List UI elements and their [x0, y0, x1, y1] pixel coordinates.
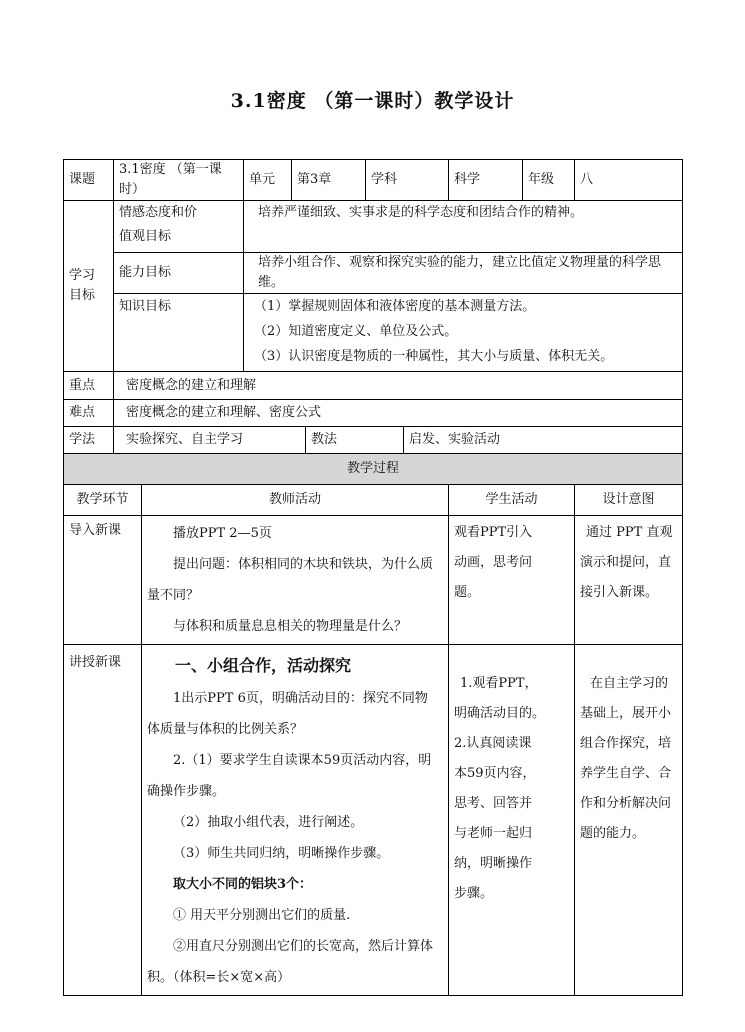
- lecture-teacher-line: 确操作步骤。: [147, 784, 226, 799]
- intro-teacher-line: 量不同？: [147, 588, 200, 603]
- lecture-student-line: 1.观看PPT，: [460, 676, 538, 691]
- lecture-row: [64, 645, 683, 996]
- intro-student-line: 观看PPT引入: [454, 525, 533, 540]
- lecture-student-line: 与老师一起归: [454, 826, 533, 841]
- knowledge-item: （1）掌握规则固体和液体密度的基本测量方法。: [254, 299, 536, 314]
- learn-method-label: 学法: [64, 427, 114, 454]
- goals-label-line2: 目标: [69, 288, 96, 303]
- course-value: 3.1密度 （第一课时）: [114, 160, 244, 201]
- intro-teacher-line: 提出问题：体积相同的木块和铁块，为什么质: [173, 557, 434, 572]
- intro-teacher-line: 播放PPT 2—5页: [173, 526, 272, 541]
- emotion-goal-label: [114, 201, 244, 253]
- subject-label: 学科: [366, 160, 449, 201]
- learn-method-text: 实验探究、自主学习: [114, 427, 306, 454]
- lecture-intent-line: 养学生自学、合: [580, 766, 672, 781]
- goals-label: [64, 201, 114, 372]
- intro-row: [64, 516, 683, 645]
- ability-goal-text: 培养小组合作、观察和探究实验的能力，建立比值定义物理量的科学思维。: [244, 253, 683, 294]
- intro-teacher-activity: [142, 516, 449, 645]
- lecture-intent-line: 在自主学习的: [590, 676, 669, 691]
- knowledge-goal-list: [244, 294, 683, 372]
- lecture-teacher-activity: [142, 645, 449, 996]
- lecture-student-line: 思考、回答并: [454, 796, 533, 811]
- intro-student-line: 题。: [454, 585, 481, 600]
- intro-teacher-line: 与体积和质量息息相关的物理量是什么？: [173, 619, 408, 634]
- col-intent-header: 设计意图: [575, 485, 683, 516]
- lesson-plan-table: [63, 159, 683, 996]
- lecture-teacher-line: 积。（体积=长×宽×高）: [147, 970, 291, 985]
- lecture-teacher-line: ②用直尺分别测出它们的长宽高，然后计算体: [173, 939, 434, 954]
- intro-stage: 导入新课: [64, 516, 142, 645]
- lecture-intent-line: 组合作探究，培: [580, 736, 672, 751]
- goal-row-emotion: [64, 201, 683, 253]
- lecture-teacher-line: ① 用天平分别测出它们的质量.: [173, 908, 351, 923]
- intro-intent: [575, 516, 683, 645]
- lecture-intent-line: 题的能力。: [580, 826, 646, 841]
- intro-intent-line: 演示和提问，直: [580, 555, 672, 570]
- process-section-row: [64, 454, 683, 485]
- lecture-teacher-line: （3）师生共同归纳，明晰操作步骤。: [173, 846, 390, 861]
- goal-row-ability: [64, 253, 683, 294]
- teach-method-label: 教法: [306, 427, 404, 454]
- unit-value: 第3章: [292, 160, 366, 201]
- lecture-student-line: 步骤。: [454, 886, 494, 901]
- header-row: [64, 160, 683, 201]
- col-teacher-header: 教师活动: [142, 485, 449, 516]
- lecture-intent-line: 作和分析解决问: [580, 796, 672, 811]
- emotion-label-line2: 值观目标: [119, 229, 172, 244]
- col-student-header: 学生活动: [449, 485, 575, 516]
- key-point-label: 重点: [64, 372, 114, 400]
- lecture-intent: [575, 645, 683, 996]
- lecture-teacher-line: 2.（1）要求学生自读课本59页活动内容，明: [173, 753, 432, 768]
- intro-student-activity: [449, 516, 575, 645]
- subject-value: 科学: [449, 160, 523, 201]
- lecture-stage: 讲授新课: [64, 645, 142, 996]
- unit-label: 单元: [244, 160, 292, 201]
- lecture-student-line: 明确活动目的。: [454, 706, 546, 721]
- grade-label: 年级: [523, 160, 575, 201]
- lecture-teacher-line: 体质量与体积的比例关系？: [147, 722, 304, 737]
- key-point-text: 密度概念的建立和理解: [114, 372, 683, 400]
- goals-label-line1: 学习: [69, 268, 96, 283]
- difficulty-row: [64, 400, 683, 427]
- lecture-teacher-line: （2）抽取小组代表，进行阐述。: [173, 815, 364, 830]
- ability-goal-label: 能力目标: [114, 253, 244, 294]
- process-header-row: [64, 485, 683, 516]
- goal-row-knowledge: [64, 294, 683, 372]
- methods-row: [64, 427, 683, 454]
- emotion-goal-text: 培养严谨细致、实事求是的科学态度和团结合作的精神。: [244, 201, 683, 253]
- emotion-label-line1: 情感态度和价: [119, 205, 198, 220]
- lecture-student-line: 纳，明晰操作: [454, 856, 533, 871]
- knowledge-goal-label: 知识目标: [114, 294, 244, 372]
- knowledge-item: （2）知道密度定义、单位及公式。: [254, 324, 458, 339]
- key-point-row: [64, 372, 683, 400]
- teach-method-text: 启发、实验活动: [404, 427, 683, 454]
- grade-value: 八: [575, 160, 683, 201]
- process-section-title: 教学过程: [64, 454, 683, 485]
- intro-intent-line: 通过 PPT 直观: [586, 525, 673, 540]
- document-title: 3.1密度 （第一课时）教学设计: [230, 90, 515, 112]
- knowledge-item: （3）认识密度是物质的一种属性，其大小与质量、体积无关。: [254, 349, 614, 364]
- difficulty-text: 密度概念的建立和理解、密度公式: [114, 400, 683, 427]
- course-label: 课题: [64, 160, 114, 201]
- lecture-student-activity: [449, 645, 575, 996]
- col-stage-header: 教学环节: [64, 485, 142, 516]
- intro-intent-line: 接引入新课。: [580, 585, 659, 600]
- lecture-teacher-line: 取大小不同的铝块3个：: [173, 877, 313, 892]
- lecture-student-line: 本59页内容，: [454, 766, 536, 781]
- lecture-teacher-line: 1出示PPT 6页，明确活动目的：探究不同物: [173, 691, 428, 706]
- lecture-heading: 一、小组合作，活动探究: [175, 656, 352, 675]
- lecture-student-line: 2.认真阅读课: [454, 736, 532, 751]
- difficulty-label: 难点: [64, 400, 114, 427]
- lecture-intent-line: 基础上，展开小: [580, 706, 672, 721]
- intro-student-line: 动画，思考问: [454, 555, 533, 570]
